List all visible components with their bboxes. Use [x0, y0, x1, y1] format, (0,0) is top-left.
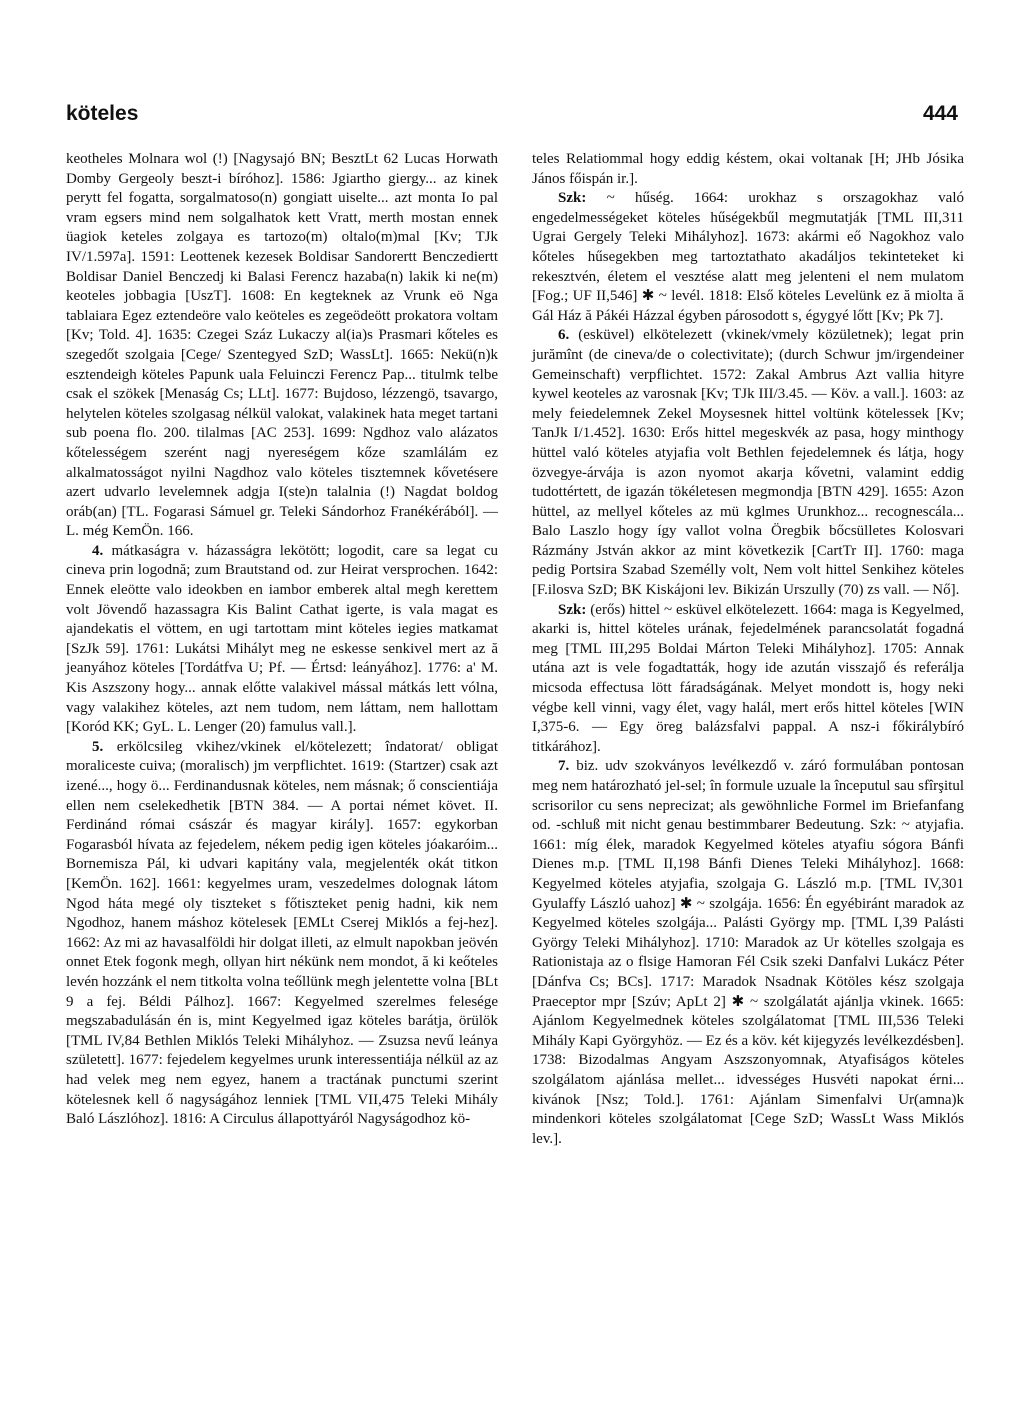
sense-text: mátkaságra v. házasságra lekötött; logodit, care sa legat cu cineva prin logodnă; zum Brautstand od. zur Heirat versprochen. 1642: Ennek eleötte valo ideokben en iambor emberek altal megh kerettem volt Jövendő hazassagra Kis Balint Cathat igerte, is vala magat es ajandekatis el vöttem, en ugi tartottam mint köteles iegies matkamat [SzJk 59]. 1761: Lukátsi Mihályt meg ne eskesse senkivel mert az ă jeanyához köteles [Tordátfva U; Pf. — Értsd: leányához]. 1776: a' M. Kis Aszszony hogy... annak előtte valakivel mással mátkás lett vólna, vagy valakihez köteles, azt nem tudom, nem láttam, nem hallottam [Koród KK; GyL. L. Lenger (20) famulus vall.]. — [66, 542, 498, 736]
sense-6 — [532, 326, 964, 600]
sense-text: (esküvel) elkötelezett (vkinek/vmely közületnek); legat prin jurămînt (de cineva/de o colectivitate); (durch Schwur jm/irgendeiner Gemeinschaft) verpflichtet. 1572: Zakal Ambrus Azt vallia hitуre kywel keoteles az varosnak [Kv; TJk III/3.45. — Köv. a vall.]. 1603: az mely feiedelemnek Zekel Moysesnek hittel voltünk kötelessek [Kv; TanJk I/1.452]. 1630: Erős hittel megeskvék az pasa, hogy minthogy hüttel való köteles atyjafia volt Bethlen fejedelemnek és látja, hogy özvegye-árvája is azon nyomot akarja kővetni, valamint eddig tudottértett, de igazán tökéletesen megmondja [BTN 429]. 1655: Azon hüttel, az mellyel kőteles az mü kglmes Urunkhoz... recognescála... Balo Laszlo hogy így vallot volna Öregbik bőcsülletes Kolosvari Rázmány Jstván akkor az mint következik [CartTr II]. 1760: maga pedig Portsira Szabad Személly volt, Nem volt hittel Senkihez köteles [F.ilosva SzD; BK Kiskájoni lev. Bikizán Urszully (70) zs vall. — Nő]. — [532, 327, 965, 599]
sense-5 — [66, 738, 498, 1130]
sense-text: erkölcsileg vkihez/vkinek el/kötelezett; îndatorat/ obligat moraliceste cuiva; (moralisch) jm verpflichtet. 1619: (Startzer) csak azt izené..., hogy ö... Ferdinandusnak köteles, nem másnak; ő conscientiája ellen nem cselekedhetik [BTN 384. — A portai német követ. II. Ferdinánd római császár és magyar király]. 1657: egykorban Fogarasból hívata az fejedelem, nékem pedig igen köteles jóakaróim... Bornemisza Pál, ki udvari kapitány vala, megjelenték okát titkon [KemÖn. 162]. 1661: kegyelmes uram, veszedelmes dolognak látom Ngod háta megé oly tiszteket s főtiszteket penig hadni, kik nem Ngodhoz, hanem máshoz kötelesek [EMLt Cserej Miklós a fej-hez]. 1662: Az mi az havasalföldi hir dolgat illeti, az elmult napokban jeövén onnet Etek fogonk megh, ollyan hirt nékünk nem mondot, ă ki keőteles levén hozzánk el nem titkolta volna teőllünk megh jelentette volna [BLt 9 a fej. Béldi Pálhoz]. 1667: Kegyelmed szerelmes felesége megszabadulásán én is, mint Kegyelmed igaz köteles barátja, örülök [TML IV,84 Bethlen Miklós Teleki Mihályhoz. — Zsuzsa nevű leánya született]. 1677: fejedelem kegyelmes urunk interessentiája nélkül az az had velek meg nem egyez, hanem a tractának punctumi szerint kötelesnek kell ő nagyságához lenniek [TML VII,475 Teleki Mihály Baló Lászlóhoz]. 1816: A Circulus állapottyáról Nagyságodhoz kö- — [66, 738, 499, 1128]
sense-number: 4. — [92, 542, 104, 559]
entry-continuation — [532, 150, 964, 189]
sense-number: 5. — [92, 738, 104, 755]
sense-number: 7. — [558, 758, 570, 775]
subentry-text: ~ hűség. 1664: urokhaz s orszagokhaz való engedelmességeket köteles hűségekbűl megmutatják [TML III,311 Ugrai Gergely Teleki Mihályhoz]. 1673: akármi eő Nagokhoz valo kőteles hűsegekben meg tartoztathato akadáljos tekinteteket ki rekesztvén, életem el vesztése alatt meg jelenteni el nem mulatom [Fog.; UF II,546] ✱ ~ levél. 1818: Első köteles Levelünk ez ă mioltа ă Gál Ház ă Pákéi Házzal égyben párosodott s, égygyé lőtt [Kv; Pk 7]. — [532, 190, 965, 324]
entry-text: keotheles Molnara wol (!) [Nagysajó BN; BesztLt 62 Lucas Horwath Domby Gergeoly beszt-i bíróhoz]. 1586: Jgiartho giergy... az kinek perytt fel fogatta, sorgalmatoso(n) gongiatt uiselte... azt monta Io pal vram egsers mind nem solgalhatok kett Vratt, merth mostan ennek üagiok keteles zolgaya es tartozo(m) oltalo(m)mal [Kv; TJk IV/1.597a]. 1591: Leottenek kezesek Boldisar Sandorertt Benczediertt Boldisar Daniel Benczedj ki Balasi Ferencz hazaba(n) lakik ki ne(m) keoteles jobbagia [UszT]. 1608: En kegteknek az Vrunk eö Nga tablaiara Egez eztendeöre valo keöteles es zegeödeött prokatora voltam [Kv; Told. 4]. 1635: Czegei Száz Lukaczy al(ia)s Prasmari kőteles es szegedőt szolgaia [Cege/ Szentegyed SzD; WassLt]. 1665: Nekü(n)k esztendeigh köteles Papunk uala Feluinczi Ferencz Pap... titulmk telbe csak el szökek [Menaság Cs; LLt]. 1677: Bujdoso, lézzengö, tsavargo, helytelen köteles szolgasag nélkül valokat, valakinek hata meget tartani sub poena flo. 200. tilalmas [AC 253]. 1699: Ngdhoz valo alázatos kőtelességem szerént nagj nyereségem kőze szamlálám ez alkalmatosságot nyilni Nagdhoz valo köteles tisztemnek kővetésere azert udvarlo levelemnek adgja I(ste)n talalnia (!) Nagdat boldog oráb(an) [TL. Fogarasi Sámuel gr. Teleki Sándorhoz Franékérából]. — L. még KemÖn. 166. — [66, 151, 498, 540]
right-column — [532, 150, 964, 1149]
page-number: 444 — [922, 102, 958, 125]
running-headword: köteles — [66, 102, 139, 125]
subentry-szk-husegg — [532, 189, 964, 326]
subentry-text: (erős) hittel ~ esküvel elkötelezett. 1664: maga is Kegyelmed, akarki is, hittel köteles urának, fejedelmének parancsolatát fogadná meg [TML III,295 Boldai Márton Teleki Mihályhoz]. 1705: Annak utána azt is vele fogadtatták, hogy ide azután visszajő és referálja micsoda effectusa lött fáradságának. Melyet mondott is, hogy neki végbe kell vinni, vagy élet, vagy halál, mert erős hittel köteles [WIN I,375-6. — Egy öreg balázsfalvi pappal. A nsz-i főkirálybíró titkárához]. — [532, 601, 965, 755]
entry-text: teles Relatiommal hogy eddig késtem, okai voltanak [H; JHb Jósika János főispán ir.]. — [532, 151, 964, 187]
sense-7 — [532, 757, 964, 1149]
left-column — [66, 150, 498, 1130]
subentry-szk-hittel — [532, 601, 964, 758]
sense-number: 6. — [558, 327, 570, 344]
entry-continuation — [66, 150, 498, 542]
subentry-label: Szk: — [558, 601, 587, 618]
subentry-label: Szk: — [558, 190, 587, 207]
sense-4 — [66, 542, 498, 738]
page-header — [66, 102, 958, 132]
sense-text: biz. udv szokványos levélkezdő v. záró formulában pontosan meg nem határozható jel-sel; în formule uzuale la începutul sau sfîrşitul scrisorilor cu sens neprecizat; als gewöhnliche Formel im Briefanfang od. -schluß mit nicht genau bestimmbarer Bedeutung. Szk: ~ atyjafia. 1661: míg élek, maradok Kegyelmed köteles atyafiu sógora Bánfi Dienes m.p. [TML II,198 Bánfi Dienes Teleki Mihályhoz]. 1668: Kegyelmed köteles atyjafia, szolgaja G. László m.p. [TML IV,301 Gyulaffy László uahoz] ✱ ~ szolgája. 1656: Én egyébiránt maradok az Kegyelmed köteles szolgája... Palásti György mp. [TML I,39 Palásti György Teleki Mihályhoz]. 1710: Maradok az Ur kötelles szolgaja es Rationistaja az o flsige Hamoran Fél Csik szeki Danfalvi Lukácz Péter [Dánfva Cs; BCs]. 1717: Maradok Nsadnak Kötöles kész szolgaja Praeceptor mpr [Szúv; ApLt 2] ✱ ~ szolgálatát ajánlja vkinek. 1665: Ajánlom Kegyelmednek köteles szolgálatomat [TML III,536 Teleki Mihály Kapi Györgyhöz. — Ez és a köv. két kijegyzés levélkezdésben]. 1738: Bizodalmas Angyam Aszszonyomnak, Atyafiságos köteles szolgálatom ajánlása mellet... idvességes Husvéti napokat érni... kivánok [Nsz; Told.]. 1761: Ajánlam Simenfalvi Ur(amna)k mindenkori köteles szolgálatomat [Cege SzD; WassLt Wass Miklós lev.]. — [532, 758, 965, 1147]
